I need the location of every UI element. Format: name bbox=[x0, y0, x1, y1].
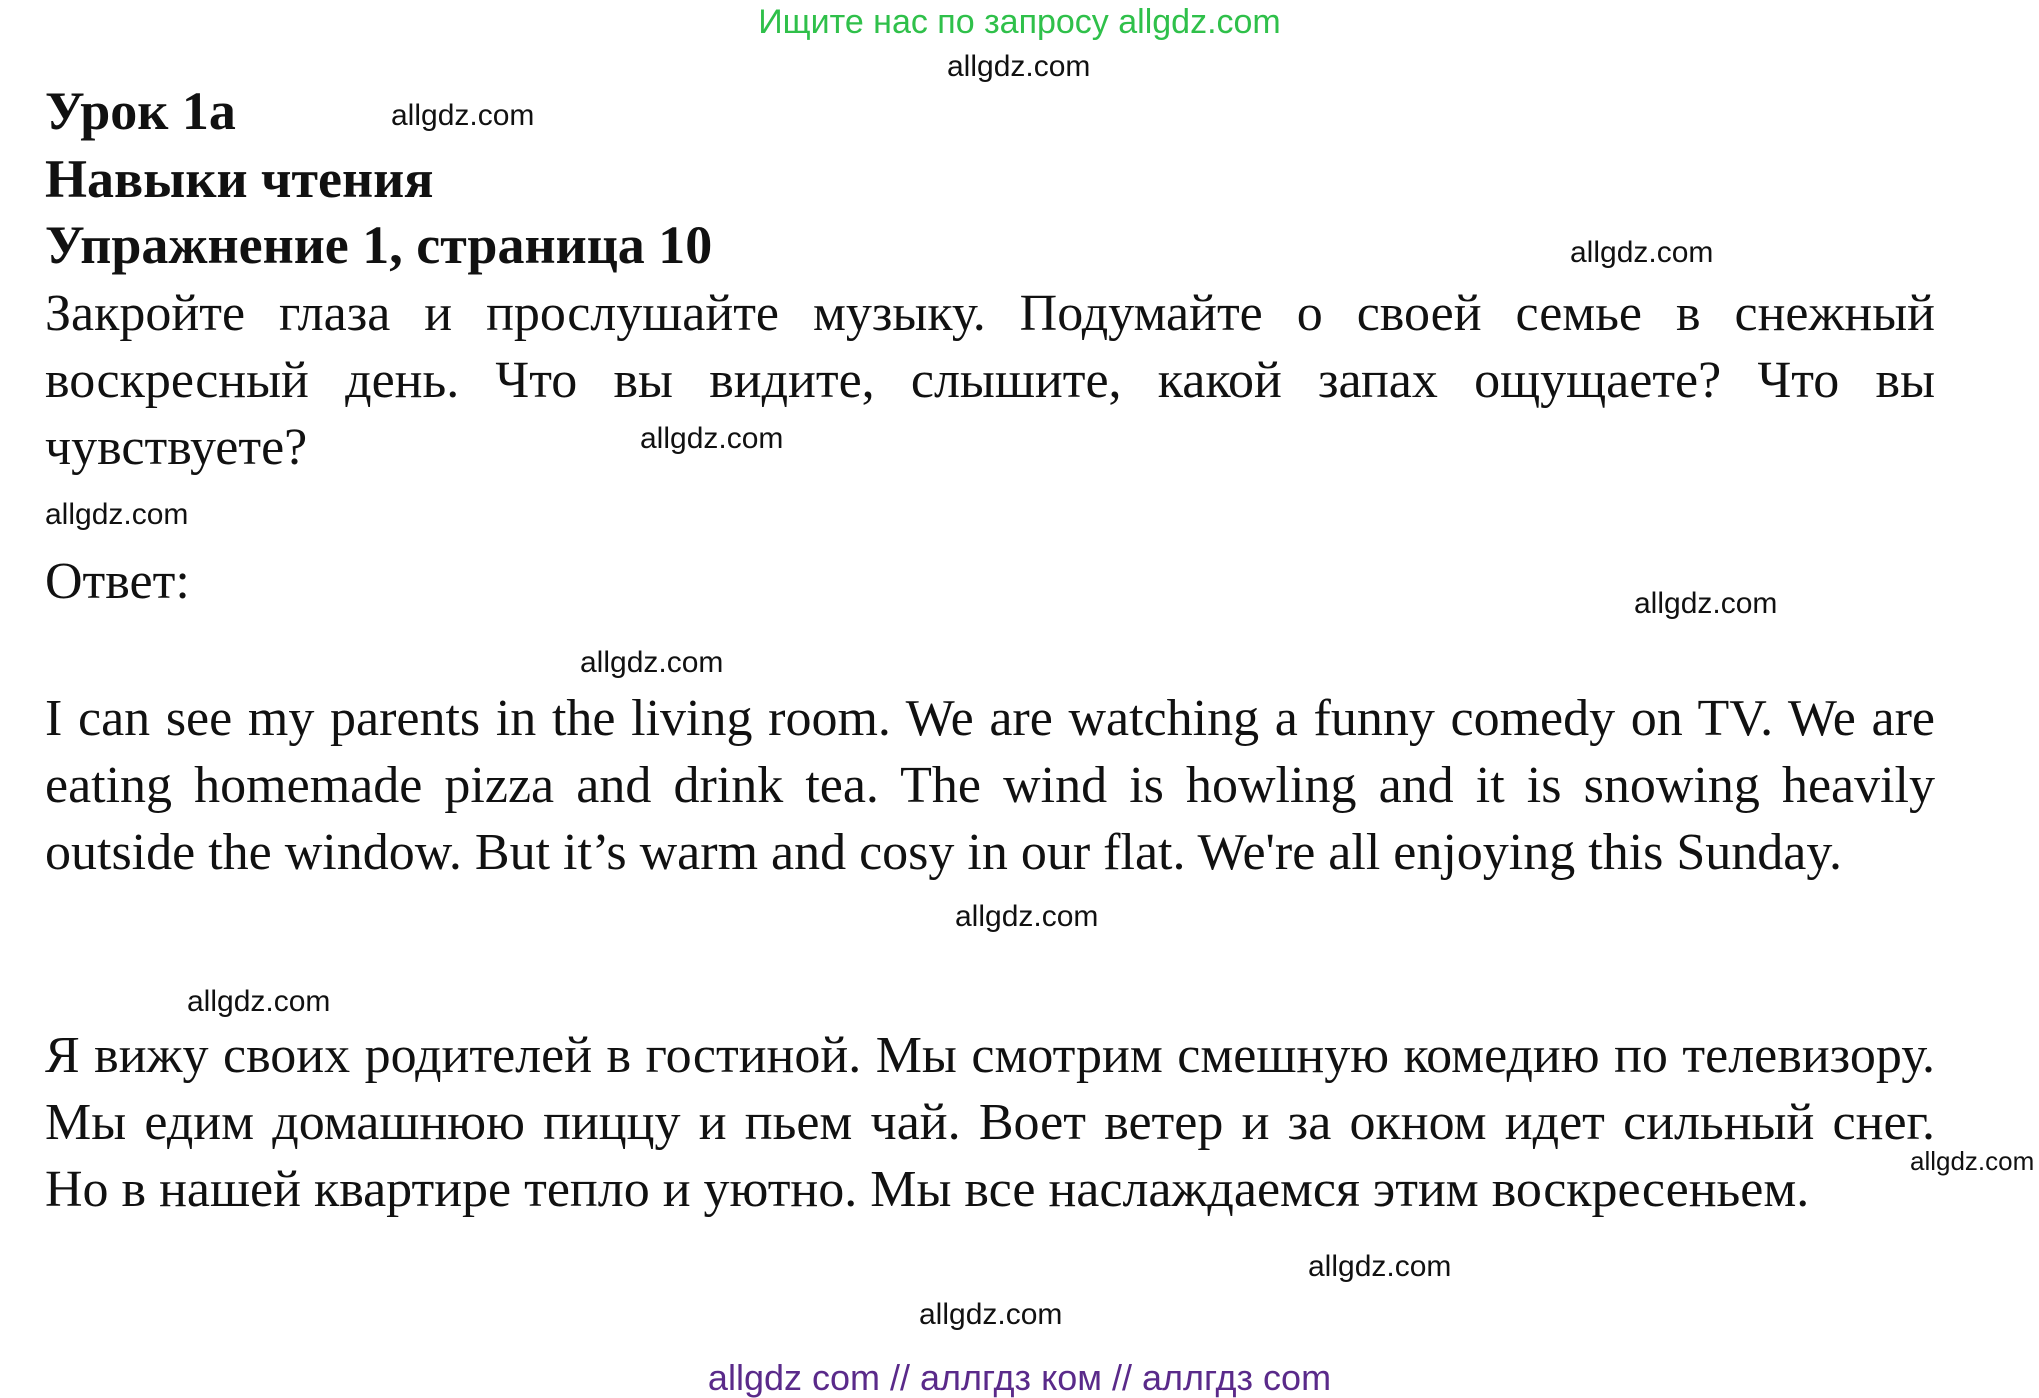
watermark: allgdz.com bbox=[1570, 236, 1714, 269]
watermark: allgdz.com bbox=[640, 422, 784, 455]
task-text: Закройте глаза и прослушайте музыку. Подумайте о своей семье в снежный воскресный день. Что вы видите, слышите, какой запах ощущаете? Что вы чувствуете? bbox=[45, 285, 1935, 476]
answer-russian-text: Я вижу своих родителей в гостиной. Мы смотрим смешную комедию по телевизору. Мы едим домашнюю пиццу и пьем чай. Воет ветер и за окном идет сильный снег. Но в нашей квартире тепло и уютно. Мы все наслаждаемся этим воскресеньем. bbox=[45, 1027, 1935, 1218]
watermark: allgdz.com bbox=[1910, 1146, 2035, 1176]
watermark: allgdz.com bbox=[947, 50, 1091, 83]
answer-label: Ответ: bbox=[45, 553, 190, 610]
section-title: Навыки чтения bbox=[45, 149, 434, 209]
watermark: allgdz.com bbox=[1308, 1250, 1452, 1283]
lesson-title: Урок 1a bbox=[45, 81, 236, 141]
top-promo-banner: Ищите нас по запросу allgdz.com bbox=[758, 3, 1281, 41]
watermark: allgdz.com bbox=[580, 646, 724, 679]
exercise-title: Упражнение 1, страница 10 bbox=[45, 215, 713, 275]
watermark: allgdz.com bbox=[45, 498, 189, 531]
bottom-site-links: allgdz com // аллгдз ком // аллгдз com bbox=[707, 1357, 1332, 1398]
watermark: allgdz.com bbox=[391, 99, 535, 132]
watermark: allgdz.com bbox=[919, 1298, 1063, 1331]
answer-english-text: I can see my parents in the living room. We are watching a funny comedy on TV. We are eating homemade pizza and drink tea. The wind is howling and it is snowing heavily outside the window. But it’s warm and cosy in our flat. We're all enjoying this Sunday. bbox=[45, 690, 1935, 881]
watermark: allgdz.com bbox=[955, 900, 1099, 933]
watermark: allgdz.com bbox=[1634, 587, 1778, 620]
watermark: allgdz.com bbox=[187, 985, 331, 1018]
